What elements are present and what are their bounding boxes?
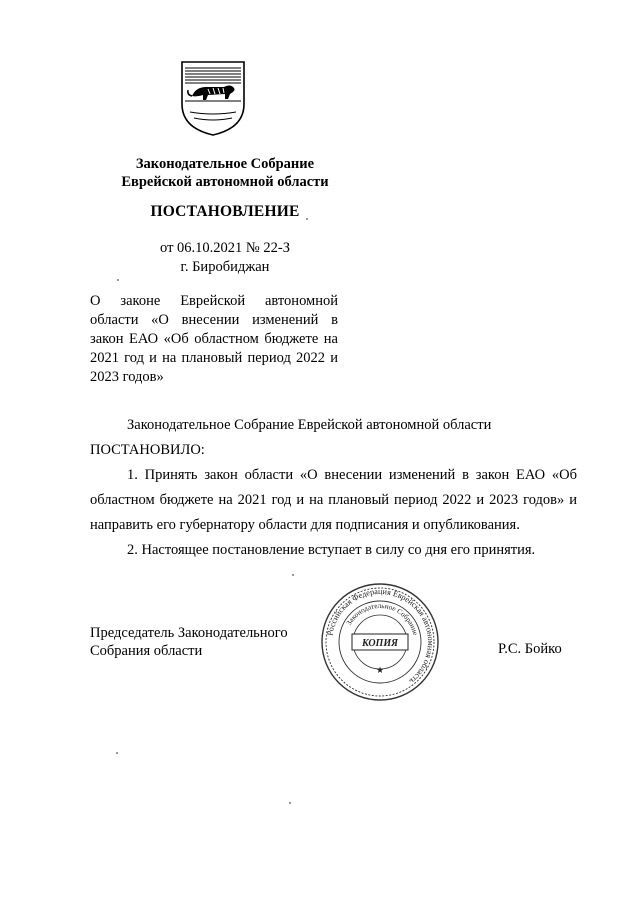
intro-paragraph: Законодательное Собрание Еврейской автономной области xyxy=(127,417,492,433)
issuing-body xyxy=(60,155,390,191)
org-line-1: Законодательное Собрание xyxy=(135,156,315,172)
document-meta xyxy=(60,239,390,277)
seal-inner-text: Законодательное Собрание xyxy=(345,601,420,636)
seal-star-icon: ★ xyxy=(375,665,385,675)
coat-of-arms-icon xyxy=(178,58,248,138)
signatory-title-line-2: Собрания области xyxy=(90,643,203,659)
resolved-label: ПОСТАНОВИЛО: xyxy=(90,442,205,458)
date-number: от 06.10.2021 № 22-З xyxy=(160,240,290,256)
signatory-title xyxy=(90,624,288,660)
org-line-2: Еврейской автономной области xyxy=(121,174,329,190)
document-body xyxy=(90,413,577,563)
city: г. Биробиджан xyxy=(180,259,270,275)
signatory-title-line-1: Председатель Законодательного xyxy=(90,625,288,641)
signatory-name: Р.С. Бойко xyxy=(498,641,562,657)
subject-heading: О законе Еврейской автономной области «О внесении изменений в закон ЕАО «Об областном бюджете на 2021 год и на плановый период 2022 и 2023 годов» xyxy=(90,293,338,385)
item-1: 1. Принять закон области «О внесении изменений в закон ЕАО «Об областном бюджете на 2021 год и на плановый период 2022 и 2023 годов» и направить его губернатору области для подписания и опубликования. xyxy=(90,467,577,533)
seal-copy-label: КОПИЯ xyxy=(362,638,398,649)
seal-outer-text: Российская Федерация Еврейская автономная область xyxy=(325,586,436,686)
official-seal xyxy=(318,580,442,704)
scan-speck xyxy=(289,802,291,804)
document-type: ПОСТАНОВЛЕНИЕ xyxy=(150,203,300,220)
scan-speck xyxy=(306,218,308,220)
scan-speck xyxy=(117,279,119,281)
scan-speck xyxy=(292,574,294,576)
item-2: 2. Настоящее постановление вступает в силу со дня его принятия. xyxy=(127,542,536,558)
scan-speck xyxy=(116,752,118,754)
